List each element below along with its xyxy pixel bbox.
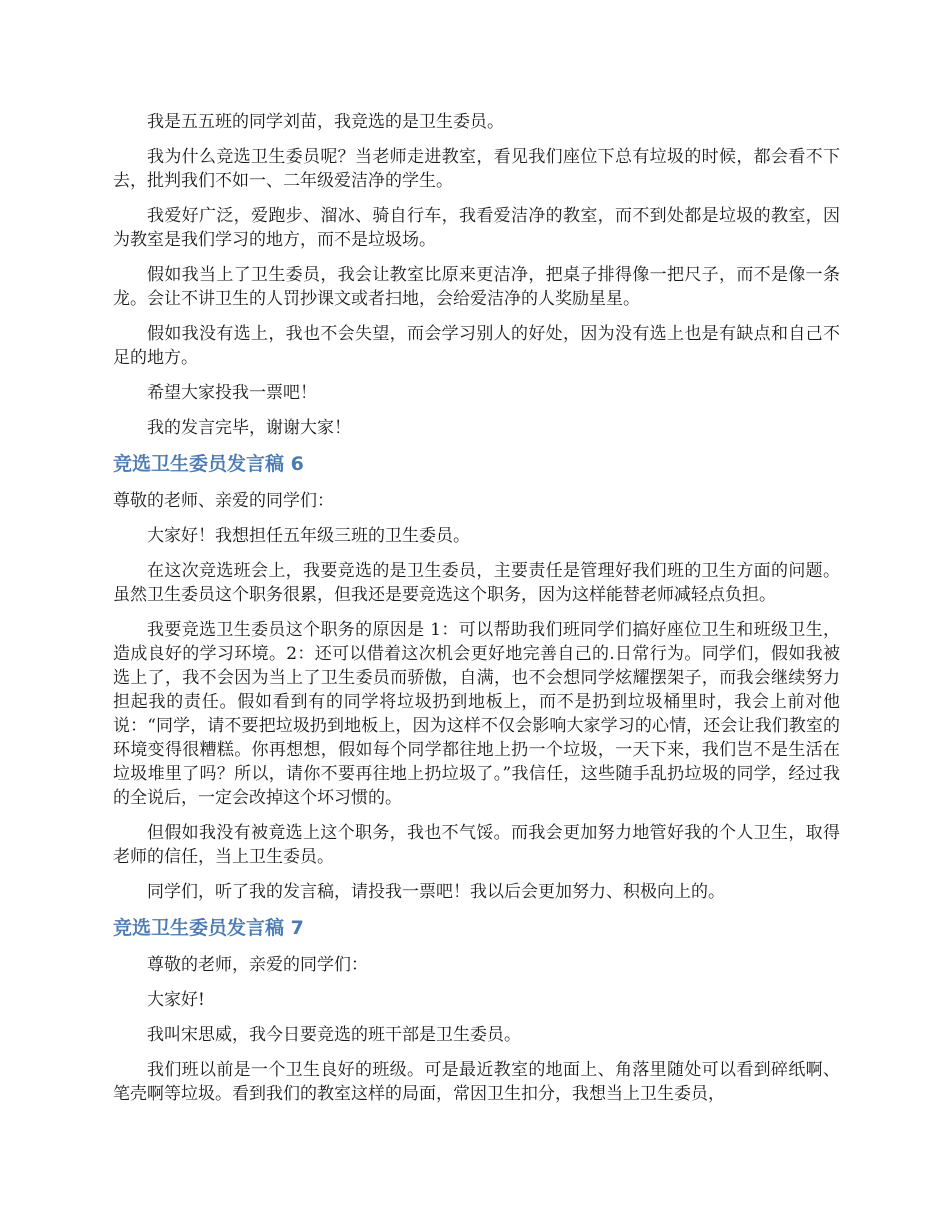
paragraph: 假如我当上了卫生委员，我会让教室比原来更洁净，把桌子排得像一把尺子，而不是像一条龙。会让不讲卫生的人罚抄课文或者扫地，会给爱洁净的人奖励星星。 — [113, 265, 840, 309]
paragraph: 在这次竞选班会上，我要竞选的是卫生委员，主要责任是管理好我们班的卫生方面的问题。虽然卫生委员这个职务很累，但我还是要竞选这个职务，因为这样能替老师减轻点负担。 — [113, 561, 840, 605]
document-page — [113, 110, 840, 1117]
paragraph: 我爱好广泛，爱跑步、溜冰、骑自行车，我看爱洁净的教室，而不到处都是垃圾的教室，因为教室是我们学习的地方，而不是垃圾场。 — [113, 206, 840, 250]
paragraph: 我们班以前是一个卫生良好的班级。可是最近教室的地面上、角落里随处可以看到碎纸啊、笔壳啊等垃圾。看到我们的教室这样的局面，常因卫生扣分，我想当上卫生委员， — [113, 1060, 840, 1104]
paragraph: 我的发言完毕，谢谢大家！ — [147, 418, 351, 438]
section-heading-6: 竞选卫生委员发言稿 6 — [113, 453, 304, 475]
section-heading-7: 竞选卫生委员发言稿 7 — [113, 917, 304, 939]
paragraph: 假如我没有选上，我也不会失望，而会学习别人的好处，因为没有选上也是有缺点和自己不足的地方。 — [113, 324, 840, 368]
paragraph: 我叫宋思威，我今日要竞选的班干部是卫生委员。 — [147, 1025, 521, 1045]
paragraph: 我为什么竞选卫生委员呢？当老师走进教室，看见我们座位下总有垃圾的时候，都会看不下去，批判我们不如一、二年级爱洁净的学生。 — [113, 147, 840, 191]
salutation: 尊敬的老师、亲爱的同学们： — [113, 491, 334, 511]
paragraph: 同学们，听了我的发言稿，请投我一票吧！我以后会更加努力、积极向上的。 — [147, 882, 725, 902]
paragraph: 希望大家投我一票吧！ — [147, 383, 317, 403]
paragraph: 大家好！我想担任五年级三班的卫生委员。 — [147, 526, 470, 546]
paragraph: 大家好! — [147, 990, 205, 1010]
paragraph: 我是五五班的同学刘苗，我竞选的是卫生委员。 — [147, 112, 504, 132]
paragraph: 尊敬的老师，亲爱的同学们： — [147, 955, 368, 975]
paragraph: 但假如我没有被竟选上这个职务，我也不气馁。而我会更加努力地管好我的个人卫生，取得老师的信任，当上卫生委员。 — [113, 823, 840, 867]
paragraph: 我要竞选卫生委员这个职务的原因是 1：可以帮助我们班同学们搞好座位卫生和班级卫生，造成良好的学习环境。2：还可以借着这次机会更好地完善自己的.日常行为。同学们，假如我被选上了，我不会因为当上了卫生委员而骄傲，自满，也不会想同学炫耀摆架子，而我会继续努力担起我的责任。假如看到有的同学将垃圾扔到地板上，而不是扔到垃圾桶里时，我会上前对他说：“同学，请不要把垃圾扔到地板上，因为这样不仅会影响大家学习的心情，还会让我们教室的环境变得很糟糕。你再想想，假如每个同学都往地上扔一个垃圾，一天下来，我们岂不是生活在垃圾堆里了吗？所以，请你不要再往地上扔垃圾了。”我信任，这些随手乱扔垃圾的同学，经过我的全说后，一定会改掉这个坏习惯的。 — [113, 620, 840, 808]
